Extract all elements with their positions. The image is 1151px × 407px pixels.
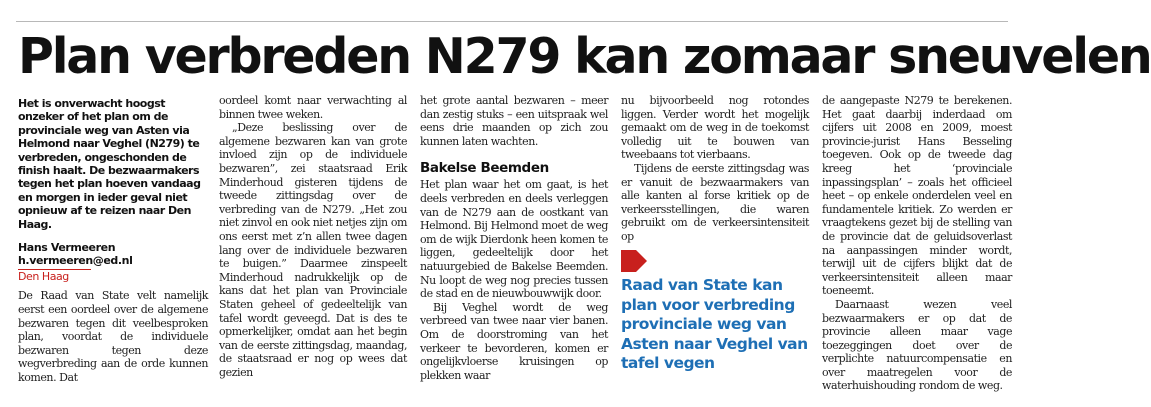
article-lead: Het is onverwacht hoogst onzeker of het plan om de provinciale weg van Asten via Helmond naar Veghel (N279) te verbreden, ongeschonden de finish haalt. De bezwaarmakers tegen het plan hoeven vandaag en morgen in ieder geval niet opnieuw af te reizen naar Den Haag. xyxy=(18,97,201,231)
body-paragraph: Tijdens de eerste zittingsdag was er vanuit de bezwaarmakers van alle kanten al forse kritiek op de verkeersstellingen, die waren gebruikt om de verkeersintensiteit op xyxy=(621,161,809,243)
body-paragraph: „Deze beslissing over de algemene bezwaren kan van grote invloed zijn op de individuele bezwaren”, zei staatsraad Erik Minderhoud gisteren tijdens de tweede zittingsdag over de verbreding van de N279. „Het zou niet zinvol en ook niet netjes zijn om ons eerst met z’n allen twee dagen lang over de individuele bezwaren te buigen.” Daarmee zinspeelt Minderhoud nadrukkelijk op de kans dat het plan van Provinciale Staten geheel of gedeeltelijk van tafel wordt geveegd. Dat is des te opmerkelijker, omdat aan het begin van de eerste zittingsdag, maandag, de staatsraad er nog op wees dat gezien xyxy=(219,121,407,379)
article-column-3 xyxy=(420,94,608,394)
body-paragraph: Daarnaast wezen veel bezwaarmakers er op dat de provincie alleen maar vage toezeggingen doet over de verplichte natuurcompensatie en over maatregelen voor de waterhuishouding rondom de weg. xyxy=(822,297,1012,393)
article-column-1 xyxy=(18,94,208,394)
author-name: Hans Vermeeren xyxy=(18,241,116,255)
body-paragraph: Het plan waar het om gaat, is het deels verbreden en deels verleggen van de N279 aan de oostkant van Helmond. Bij Helmond moet de weg om de wijk Dierdonk heen komen te liggen, gedeeltelijk door het natuurgebied de Bakelse Beemden. Nu loopt de weg nog precies tussen de stad en de nieuwbouwwijk door. xyxy=(420,178,608,301)
dateline-row xyxy=(18,270,208,284)
article-headline: Plan verbreden N279 kan zomaar sneuvelen xyxy=(18,28,1151,85)
article-column-5 xyxy=(822,94,1012,394)
author-email[interactable]: h.vermeeren@ed.nl xyxy=(18,254,133,268)
top-rule xyxy=(16,21,1008,22)
body-paragraph: het grote aantal bezwaren – meer dan zestig stuks – een uitspraak wel eens drie maanden op zich zou kunnen laten wachten. xyxy=(420,94,608,148)
body-paragraph: De Raad van State velt namelijk eerst een oordeel over de algemene bezwaren tegen dit veelbesproken plan, voordat de individuele bezwaren tegen deze wegverbreding aan de orde kunnen komen. Dat xyxy=(18,289,208,385)
article-column-2 xyxy=(219,94,407,394)
body-paragraph: nu bijvoorbeeld nog rotondes liggen. Verder wordt het mogelijk gemaakt om de weg in de toekomst volledig uit te bouwen van tweebaans tot vierbaans. xyxy=(621,94,809,162)
dateline: Den Haag xyxy=(18,269,91,283)
body-paragraph: Bij Veghel wordt de weg verbreed van twee naar vier banen. Om de doorstroming van het verkeer te bevorderen, komen er ongelijkvloerse kruisingen op plekken waar xyxy=(420,300,608,382)
section-subhead: Bakelse Beemden xyxy=(420,160,549,177)
body-paragraph: oordeel komt naar verwachting al binnen twee weken. xyxy=(219,94,407,121)
pull-quote: Raad van State kan plan voor verbreding provinciale weg van Asten naar Veghel van tafel vegen xyxy=(621,276,808,372)
red-arrow-quote-icon xyxy=(621,250,647,272)
body-paragraph: de aangepaste N279 te berekenen. Het gaat daarbij inderdaad om cijfers uit 2008 en 2009, moest provincie-jurist Hans Besseling toegeven. Ook op de tweede dag kreeg het ‘provinciale inpassingsplan’ – zoals het officieel heet – op enkele onderdelen veel en fundamentele kritiek. Zo werden er vraagtekens gezet bij de stelling van de provincie dat de geluidsoverlast na aanpassingen minder wordt, terwijl uit de cijfers blijkt dat de verkeersintensiteit alleen maar toeneemt. xyxy=(822,94,1012,298)
